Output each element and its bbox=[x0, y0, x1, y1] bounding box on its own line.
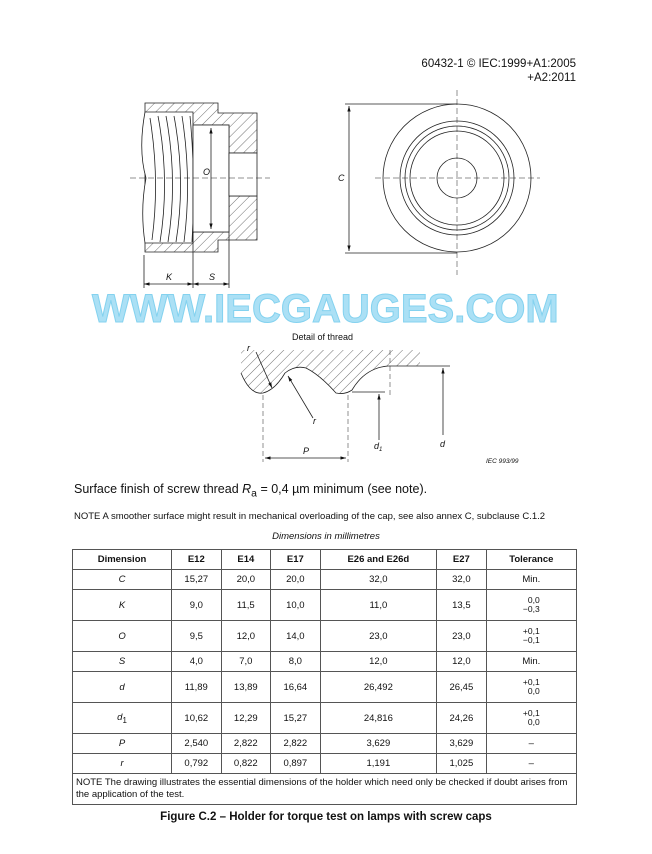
table-row bbox=[73, 734, 577, 754]
surface-finish-text: Surface finish of screw thread $R_a = 0,4$ µm minimum (see note). bbox=[74, 482, 428, 500]
value-cell: 1,191 bbox=[320, 754, 437, 774]
column-header: E12 bbox=[172, 550, 222, 570]
table-row bbox=[73, 621, 577, 652]
amendment-reference: +A2:2011 bbox=[527, 72, 576, 84]
label-C: C bbox=[338, 173, 345, 183]
value-cell: 24,816 bbox=[320, 703, 437, 734]
iec-figure-ref: IEC 993/99 bbox=[486, 458, 519, 465]
front-view bbox=[345, 90, 540, 275]
note-smoother-surface: NOTE A smoother surface might result in mechanical overloading of the cap, see also annex C, subclause C.1.2 bbox=[74, 511, 546, 522]
value-cell: 12,29 bbox=[221, 703, 271, 734]
column-header: E26 and E26d bbox=[320, 550, 437, 570]
column-header: E14 bbox=[221, 550, 271, 570]
value-cell: 10,0 bbox=[271, 590, 321, 621]
label-O: O bbox=[203, 167, 211, 177]
dimension-cell: $d_1$ bbox=[73, 703, 172, 734]
label-P: P bbox=[303, 446, 310, 456]
column-header: Dimension bbox=[73, 550, 172, 570]
value-cell: 7,0 bbox=[221, 652, 271, 672]
value-cell: 15,27 bbox=[271, 703, 321, 734]
label-K: K bbox=[166, 272, 173, 282]
value-cell: 13,89 bbox=[221, 672, 271, 703]
label-d1: $d_1$ bbox=[374, 441, 383, 453]
table-row bbox=[73, 590, 577, 621]
watermark: WWW.IECGAUGES.COM bbox=[92, 287, 559, 331]
value-cell: 2,540 bbox=[172, 734, 222, 754]
value-cell: 20,0 bbox=[271, 570, 321, 590]
dimension-cell: O bbox=[73, 621, 172, 652]
value-cell: 9,5 bbox=[172, 621, 222, 652]
value-cell: 16,64 bbox=[271, 672, 321, 703]
standard-reference: 60432-1 © IEC:1999+A1:2005 bbox=[421, 58, 576, 70]
units-note: Dimensions in millimetres bbox=[272, 531, 380, 542]
value-cell: 26,492 bbox=[320, 672, 437, 703]
column-header: E17 bbox=[271, 550, 321, 570]
value-cell: 32,0 bbox=[320, 570, 437, 590]
tolerance-cell: 0,0 −0,3 bbox=[486, 590, 576, 621]
value-cell: 32,0 bbox=[437, 570, 487, 590]
table-row bbox=[73, 672, 577, 703]
dimensions-table bbox=[72, 549, 577, 805]
dimension-cell: S bbox=[73, 652, 172, 672]
dimension-cell: r bbox=[73, 754, 172, 774]
value-cell: 12,0 bbox=[437, 652, 487, 672]
value-cell: 15,27 bbox=[172, 570, 222, 590]
value-cell: 3,629 bbox=[437, 734, 487, 754]
value-cell: 0,792 bbox=[172, 754, 222, 774]
value-cell: 26,45 bbox=[437, 672, 487, 703]
tolerance-cell: +0,1 −0,1 bbox=[486, 621, 576, 652]
detail-title: Detail of thread bbox=[292, 332, 354, 342]
value-cell: 9,0 bbox=[172, 590, 222, 621]
dimension-cell: C bbox=[73, 570, 172, 590]
value-cell: 14,0 bbox=[271, 621, 321, 652]
table-row bbox=[73, 754, 577, 774]
column-header: Tolerance bbox=[486, 550, 576, 570]
label-d: d bbox=[440, 439, 446, 449]
value-cell: 4,0 bbox=[172, 652, 222, 672]
value-cell: 23,0 bbox=[437, 621, 487, 652]
tolerance-cell: Min. bbox=[486, 652, 576, 672]
value-cell: 24,26 bbox=[437, 703, 487, 734]
value-cell: 13,5 bbox=[437, 590, 487, 621]
value-cell: 2,822 bbox=[221, 734, 271, 754]
figure-caption: Figure C.2 – Holder for torque test on lamps with screw caps bbox=[160, 811, 492, 823]
value-cell: 12,0 bbox=[221, 621, 271, 652]
value-cell: 11,0 bbox=[320, 590, 437, 621]
column-header: E27 bbox=[437, 550, 487, 570]
table-row bbox=[73, 652, 577, 672]
value-cell: 1,025 bbox=[437, 754, 487, 774]
dimension-cell: P bbox=[73, 734, 172, 754]
value-cell: 20,0 bbox=[221, 570, 271, 590]
tolerance-cell: – bbox=[486, 734, 576, 754]
value-cell: 0,822 bbox=[221, 754, 271, 774]
tolerance-cell: +0,1 0,0 bbox=[486, 672, 576, 703]
dimension-cell: K bbox=[73, 590, 172, 621]
tolerance-cell: Min. bbox=[486, 570, 576, 590]
table-row bbox=[73, 703, 577, 734]
value-cell: 2,822 bbox=[271, 734, 321, 754]
value-cell: 12,0 bbox=[320, 652, 437, 672]
value-cell: 23,0 bbox=[320, 621, 437, 652]
table-note: NOTE The drawing illustrates the essential dimensions of the holder which need only be checked if doubt arises from the application of the test. bbox=[73, 774, 577, 805]
value-cell: 11,89 bbox=[172, 672, 222, 703]
tolerance-cell: +0,1 0,0 bbox=[486, 703, 576, 734]
dimension-cell: d bbox=[73, 672, 172, 703]
value-cell: 10,62 bbox=[172, 703, 222, 734]
value-cell: 3,629 bbox=[320, 734, 437, 754]
thread-detail bbox=[241, 350, 450, 462]
value-cell: 0,897 bbox=[271, 754, 321, 774]
label-S: S bbox=[209, 272, 216, 282]
label-r-top: r bbox=[247, 343, 250, 353]
side-view bbox=[130, 103, 270, 288]
value-cell: 8,0 bbox=[271, 652, 321, 672]
tolerance-cell: – bbox=[486, 754, 576, 774]
label-r-bottom: r bbox=[313, 416, 316, 426]
value-cell: 11,5 bbox=[221, 590, 271, 621]
table-header-row bbox=[73, 550, 577, 570]
table-row bbox=[73, 570, 577, 590]
